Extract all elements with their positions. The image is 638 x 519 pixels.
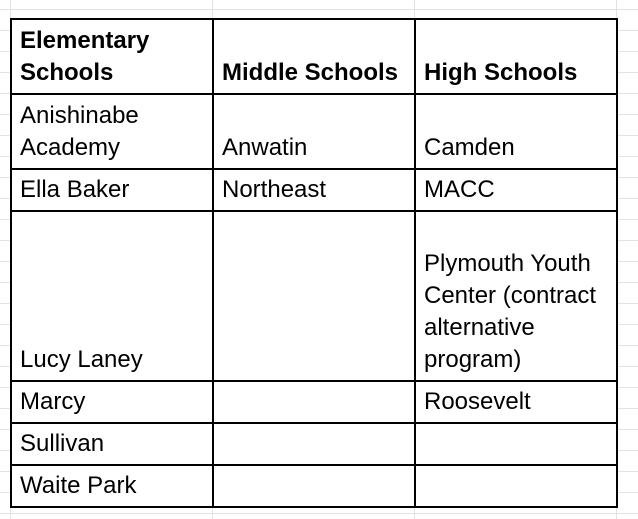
cell-elementary[interactable]: Waite Park bbox=[11, 465, 213, 507]
table-row bbox=[11, 465, 617, 507]
header-row bbox=[11, 19, 617, 94]
cell-elementary[interactable]: Ella Baker bbox=[11, 169, 213, 211]
cell-high[interactable] bbox=[415, 465, 617, 507]
cell-elementary[interactable]: Lucy Laney bbox=[11, 211, 213, 381]
cell-middle[interactable] bbox=[213, 211, 415, 381]
cell-middle[interactable]: Anwatin bbox=[213, 94, 415, 169]
cell-high[interactable]: Camden bbox=[415, 94, 617, 169]
cell-elementary[interactable]: Anishinabe Academy bbox=[11, 94, 213, 169]
cell-high[interactable] bbox=[415, 423, 617, 465]
table-row bbox=[11, 381, 617, 423]
header-cell-high[interactable]: High Schools bbox=[415, 19, 617, 94]
header-cell-elementary[interactable]: Elementary Schools bbox=[11, 19, 213, 94]
cell-middle[interactable] bbox=[213, 381, 415, 423]
table-row bbox=[11, 94, 617, 169]
table-row bbox=[11, 423, 617, 465]
spreadsheet-area bbox=[10, 18, 618, 508]
header-cell-middle[interactable]: Middle Schools bbox=[213, 19, 415, 94]
table-row bbox=[11, 169, 617, 211]
cell-middle[interactable] bbox=[213, 423, 415, 465]
cell-middle[interactable]: Northeast bbox=[213, 169, 415, 211]
cell-elementary[interactable]: Marcy bbox=[11, 381, 213, 423]
cell-elementary[interactable]: Sullivan bbox=[11, 423, 213, 465]
cell-high[interactable]: MACC bbox=[415, 169, 617, 211]
cell-middle[interactable] bbox=[213, 465, 415, 507]
table-row bbox=[11, 211, 617, 381]
schools-table bbox=[10, 18, 618, 508]
cell-high[interactable]: Plymouth Youth Center (contract alternative program) bbox=[415, 211, 617, 381]
cell-high[interactable]: Roosevelt bbox=[415, 381, 617, 423]
